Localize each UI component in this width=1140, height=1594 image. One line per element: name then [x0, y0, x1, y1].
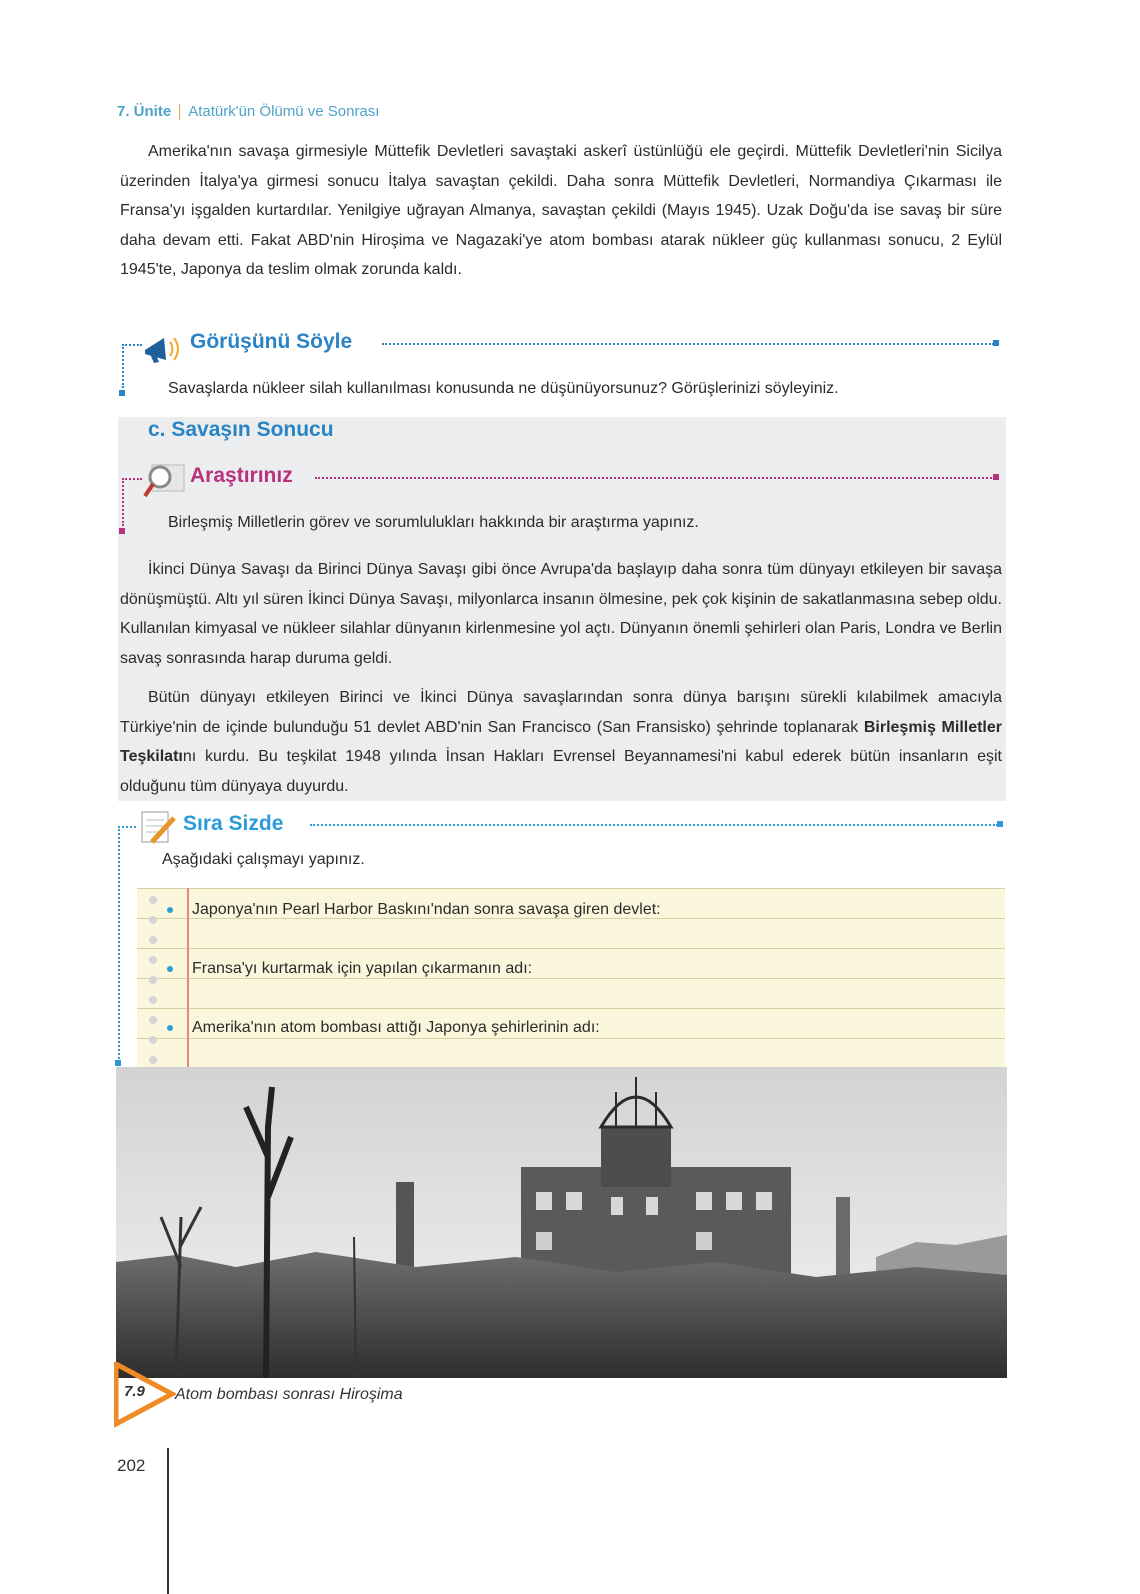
notebook-margin-line	[187, 888, 189, 1068]
paragraph-un-text-2: nı kurdu. Bu teşkilat 1948 yılında İnsan Hakları Evrensel Beyannamesi'ni kabul ederek bütün insanların eşit olduğunu tüm dünyaya duyurdu.	[120, 748, 1002, 795]
hiroshima-illustration	[116, 1067, 1007, 1378]
research-box-prompt: Birleşmiş Milletlerin görev ve sorumlulukları hakkında bir araştırma yapınız.	[168, 514, 699, 531]
notebook-hole	[149, 916, 157, 924]
paragraph-un	[120, 683, 1002, 801]
turn-box-vline	[118, 826, 120, 1062]
research-box-hline	[315, 477, 995, 479]
magnifier-icon	[142, 462, 186, 500]
intro-paragraph: Amerika'nın savaşa girmesiyle Müttefik Devletleri savaştaki askerî üstünlüğü ele geçirdi. Müttefik Devletleri'nin Sicilya üzerinden İtalya'ya girmesi sonucu İtalya savaştan çekildi. Daha sonra Müttefik Devletleri, Normandiya Çıkarması ile Fransa'yı işgalden kurtardılar. Yenilgiye uğrayan Almanya, savaştan çekildi (Mayıs 1945). Uzak Doğu'da ise savaş bir süre daha devam etti. Fakat ABD'nin Hiroşima ve Nagazaki'ye atom bombası atarak nükleer güç kullanması sonucu, 2 Eylül 1945'te, Japonya da teslim olmak zorunda kaldı.	[120, 143, 1002, 279]
turn-box-end	[997, 821, 1003, 827]
opinion-box-end	[993, 340, 999, 346]
opinion-box-hline-left	[122, 344, 142, 346]
turn-box-corner	[115, 1060, 121, 1066]
opinion-box-vline	[122, 344, 124, 388]
turn-box-hline	[310, 824, 998, 826]
notebook-hole	[149, 996, 157, 1004]
opinion-box-corner	[119, 390, 125, 396]
unit-header	[117, 103, 379, 120]
page-number-divider	[167, 1448, 169, 1594]
notebook-hole	[149, 976, 157, 984]
question-bullet	[167, 1025, 173, 1031]
page-number: 202	[117, 1456, 146, 1475]
research-box-end	[993, 474, 999, 480]
notebook-rule	[137, 888, 1005, 889]
research-box-title: Araştırınız	[190, 464, 293, 487]
turn-box-instruction: Aşağıdaki çalışmayı yapınız.	[162, 851, 365, 868]
figure-caption: Atom bombası sonrası Hiroşima	[175, 1386, 403, 1403]
opinion-box-prompt: Savaşlarda nükleer silah kullanılması konusunda ne düşünüyorsunuz? Görüşlerinizi söyleyiniz.	[168, 380, 839, 397]
paragraph-un-text-1: Bütün dünyayı etkileyen Birinci ve İkinci Dünya savaşlarından sonra dünya barışını sürekli kılabilmek amacıyla Türkiye'nin de içinde bulunduğu 51 devlet ABD'nin San Francisco (San Fransisko) şehrinde toplanarak	[120, 689, 1002, 736]
notebook-rule	[137, 978, 1005, 979]
notebook-hole	[149, 1056, 157, 1064]
notebook-rule	[137, 1038, 1005, 1039]
notebook-hole	[149, 1036, 157, 1044]
research-box-corner	[119, 528, 125, 534]
question-notebook	[137, 888, 1005, 1068]
question-bullet	[167, 907, 173, 913]
question-item: Fransa'yı kurtarmak için yapılan çıkarmanın adı:	[192, 960, 533, 977]
hiroshima-photo	[116, 1067, 1007, 1378]
megaphone-icon	[142, 330, 188, 364]
question-bullet	[167, 966, 173, 972]
header-divider	[179, 104, 180, 120]
notepad-pencil-icon	[138, 806, 178, 846]
notebook-hole	[149, 956, 157, 964]
notebook-hole	[149, 896, 157, 904]
notebook-rule	[137, 948, 1005, 949]
turn-box-title: Sıra Sizde	[183, 812, 284, 835]
opinion-box-hline	[382, 343, 994, 345]
figure-number: 7.9	[124, 1383, 145, 1400]
question-item: Japonya'nın Pearl Harbor Baskını'ndan sonra savaşa giren devlet:	[192, 901, 661, 918]
notebook-hole	[149, 936, 157, 944]
notebook-hole	[149, 1016, 157, 1024]
notebook-rule	[137, 1008, 1005, 1009]
question-item: Amerika'nın atom bombası attığı Japonya şehirlerinin adı:	[192, 1019, 600, 1036]
opinion-box-title: Görüşünü Söyle	[190, 330, 353, 353]
research-box-hline-left	[122, 478, 142, 480]
unit-label: 7. Ünite	[117, 103, 172, 120]
un-org-name: Birleşmiş Milletler Teşkilatı	[120, 718, 1003, 766]
unit-title: Atatürk'ün Ölümü ve Sonrası	[188, 103, 380, 120]
section-heading: c. Savaşın Sonucu	[148, 418, 334, 441]
paragraph-effects: İkinci Dünya Savaşı da Birinci Dünya Savaşı gibi önce Avrupa'da başlayıp daha sonra tüm dünyayı etkileyen bir savaşa dönüşmüştü. Altı yıl süren İkinci Dünya Savaşı, milyonlarca insanın ölmesine, pek çok kişinin de sakatlanmasına sebep oldu. Kullanılan kimyasal ve nükleer silahlar dünyanın kirlenmesine yol açtı. Dünyanın önemli şehirleri olan Paris, Londra ve Berlin savaş sonrasında harap duruma geldi.	[120, 561, 1002, 667]
research-box-vline	[122, 478, 124, 526]
turn-box-hline-left	[118, 826, 136, 828]
